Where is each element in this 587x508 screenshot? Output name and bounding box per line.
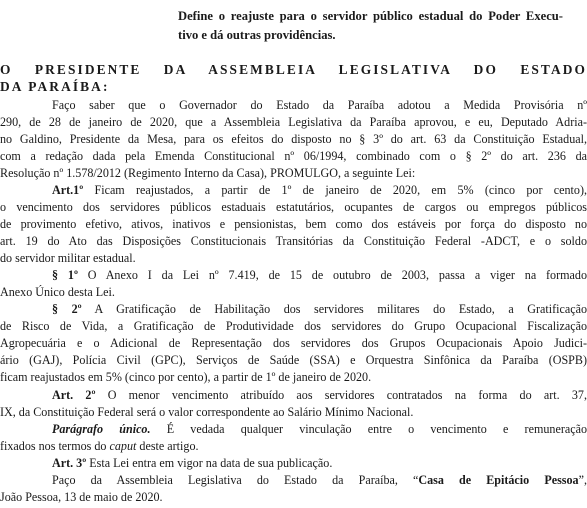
par-unico-text: deste artigo.: [136, 439, 199, 453]
par2-label: § 2º: [52, 302, 82, 316]
art1-first-line: [52, 183, 587, 197]
closing-line-2: João Pessoa, 13 de maio de 2020.: [0, 490, 163, 504]
caput-term: caput: [109, 439, 137, 453]
preamble-line: com a redação dada pela Emenda Constitucional nº 06/1994, combinado com o § 2º do art. 236 da: [0, 149, 587, 163]
art2-first-text: O menor vencimento atribuído aos servidores contratados na forma do art. 37,: [95, 388, 587, 402]
par2-line: de Risco de Vida, a Gratificação de Produtividade dos servidores do Grupo Ocupacional Fiscalização: [0, 319, 587, 333]
par1-label: § 1º: [52, 268, 78, 282]
heading-line-1: O PRESIDENTE DA ASSEMBLEIA LEGISLATIVA DO ESTADO: [0, 62, 587, 77]
art1-label: Art.1º: [52, 183, 84, 197]
art1-first-text: Ficam reajustados, a partir de 1º de janeiro de 2020, em 5% (cinco por cento),: [83, 183, 587, 197]
heading-line-2: DA PARAÍBA:: [0, 79, 110, 94]
closing-text: Paço da Assembleia Legislativa do Estado da Paraíba, “: [52, 473, 419, 487]
ementa-line-2: tivo e dá outras providências.: [178, 28, 336, 42]
preamble-line: Faço saber que o Governador do Estado da Paraíba adotou a Medida Provisória nº: [52, 98, 587, 112]
par2-line: Agropecuária e o Adicional de Representação dos servidores dos Grupos Ocupacionais Apoio Judici-: [0, 336, 587, 350]
art3-line: [52, 456, 332, 470]
par2-line: ário (GAJ), Polícia Civil (GPC), Serviços de Saúde (SSA) e Orquestra Sinfônica da Paraíba (OSPB): [0, 353, 587, 367]
art3-label: Art. 3º: [52, 456, 87, 470]
par1-line: Anexo Único desta Lei.: [0, 285, 115, 299]
par2-line: ficam reajustados em 5% (cinco por cento), a partir de 1º de janeiro de 2020.: [0, 370, 372, 384]
casa-name: Casa de Epitácio Pessoa: [418, 473, 579, 487]
preamble-line: 290, de 28 de janeiro de 2020, que a Assembleia Legislativa da Paraíba aprovou, e eu, Deputado Adria-: [0, 115, 587, 129]
par1-first-line: [52, 268, 587, 282]
art1-line: do servidor militar estadual.: [0, 251, 136, 265]
closing-line-1: [52, 473, 587, 487]
par-unico-label: Parágrafo único.: [52, 422, 151, 436]
par-unico-line-2: [0, 439, 199, 453]
par-unico-text: fixados nos termos do: [0, 439, 110, 453]
ementa-line-1: Define o reajuste para o servidor público estadual do Poder Execu-: [178, 9, 563, 23]
art2-first-line: [52, 388, 587, 402]
art3-text: Esta Lei entra em vigor na data de sua publicação.: [86, 456, 333, 470]
art2-label: Art. 2º: [52, 388, 96, 402]
art2-line: IX, da Constituição Federal será o valor correspondente ao Salário Mínimo Nacional.: [0, 405, 414, 419]
par2-first-line: [52, 302, 587, 316]
par1-first-text: O Anexo I da Lei nº 7.419, de 15 de outubro de 2003, passa a viger na formado: [77, 268, 587, 282]
preamble-line: Resolução nº 1.578/2012 (Regimento Interno da Casa), PROMULGO, a seguinte Lei:: [0, 166, 416, 180]
par-unico-first-text: É vedada qualquer vinculação entre o vencimento e remuneração: [150, 422, 587, 436]
preamble-line: no Galdino, Presidente da Mesa, para os efeitos do disposto no § 3º do art. 63 da Constituição Estadual,: [0, 132, 587, 146]
art1-line: art. 19 do Ato das Disposições Constitucionais Transitórias da Constituição Federal -ADCT, e o soldo: [0, 234, 587, 248]
par2-first-text: A Gratificação de Habilitação dos servidores militares do Estado, a Gratificação: [81, 302, 587, 316]
par-unico-first-line: [52, 422, 587, 436]
art1-line: o vencimento dos servidores públicos estaduais estatutários, ocupantes de cargos ou empregos públicos: [0, 200, 587, 214]
art1-line: de provimento efetivo, ativos, inativos e pensionistas, bem como dos estáveis por força do disposto no: [0, 217, 587, 231]
closing-text: ”,: [578, 473, 587, 487]
